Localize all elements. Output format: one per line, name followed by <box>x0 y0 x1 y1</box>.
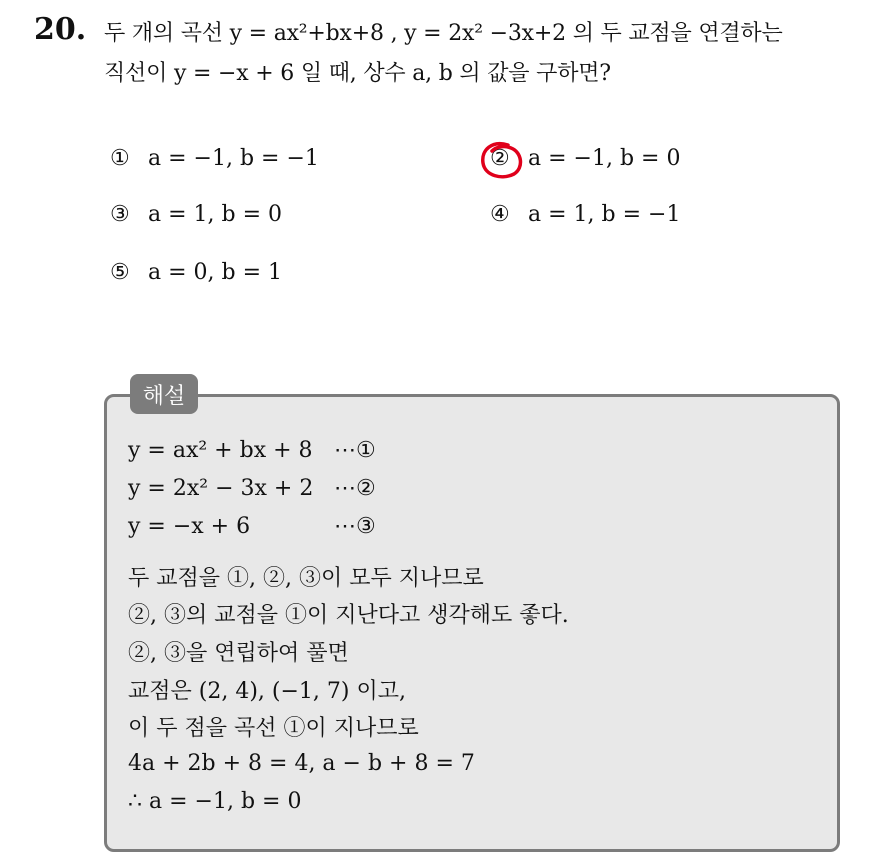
choice-text: a = 0, b = 1 <box>148 260 283 285</box>
solution-line: ②, ③을 연립하여 풀면 <box>128 641 349 666</box>
choice-number: ① <box>110 146 130 171</box>
solution-line: 교점은 (2, 4), (−1, 7) 이고, <box>128 679 406 704</box>
solution-line: 두 교점을 ①, ②, ③이 모두 지나므로 <box>128 566 484 591</box>
solution-equation-3 <box>128 514 376 539</box>
choice-number: ③ <box>110 202 130 227</box>
choice-text: a = −1, b = −1 <box>148 146 319 171</box>
choice-1[interactable] <box>110 146 319 171</box>
choice-number: ⑤ <box>110 260 130 285</box>
solution-conclusion: ∴ a = −1, b = 0 <box>128 789 302 814</box>
choice-3[interactable] <box>110 202 282 227</box>
question-number: 20. <box>34 12 87 47</box>
solution-equation-2 <box>128 476 376 501</box>
equation: y = ax² + bx + 8 <box>128 438 313 463</box>
solution-line: 이 두 점을 곡선 ①이 지나므로 <box>128 716 419 741</box>
equation: y = 2x² − 3x + 2 <box>128 476 314 501</box>
choice-text: a = 1, b = 0 <box>148 202 283 227</box>
question-text-line-2: 직선이 y = −x + 6 일 때, 상수 a, b 의 값을 구하면? <box>104 61 611 86</box>
choice-number: ② <box>490 146 510 171</box>
choice-text: a = 1, b = −1 <box>528 202 681 227</box>
solution-tab: 해설 <box>130 374 198 414</box>
choice-text: a = −1, b = 0 <box>528 146 681 171</box>
question-text-line-1: 두 개의 곡선 y = ax²+bx+8 , y = 2x² −3x+2 의 두 교점을 연결하는 <box>104 21 783 46</box>
solution-line: ②, ③의 교점을 ①이 지난다고 생각해도 좋다. <box>128 603 569 628</box>
equation-ref: ⋯② <box>334 476 376 501</box>
solution-line: 4a + 2b + 8 = 4, a − b + 8 = 7 <box>128 751 475 776</box>
choice-4[interactable] <box>490 202 680 227</box>
equation: y = −x + 6 <box>128 514 251 539</box>
answer-circle-mark-icon <box>478 140 526 182</box>
choice-5[interactable] <box>110 260 282 285</box>
choice-number: ④ <box>490 202 510 227</box>
equation-ref: ⋯① <box>334 438 376 463</box>
equation-ref: ⋯③ <box>334 514 376 539</box>
solution-equation-1 <box>128 438 376 463</box>
